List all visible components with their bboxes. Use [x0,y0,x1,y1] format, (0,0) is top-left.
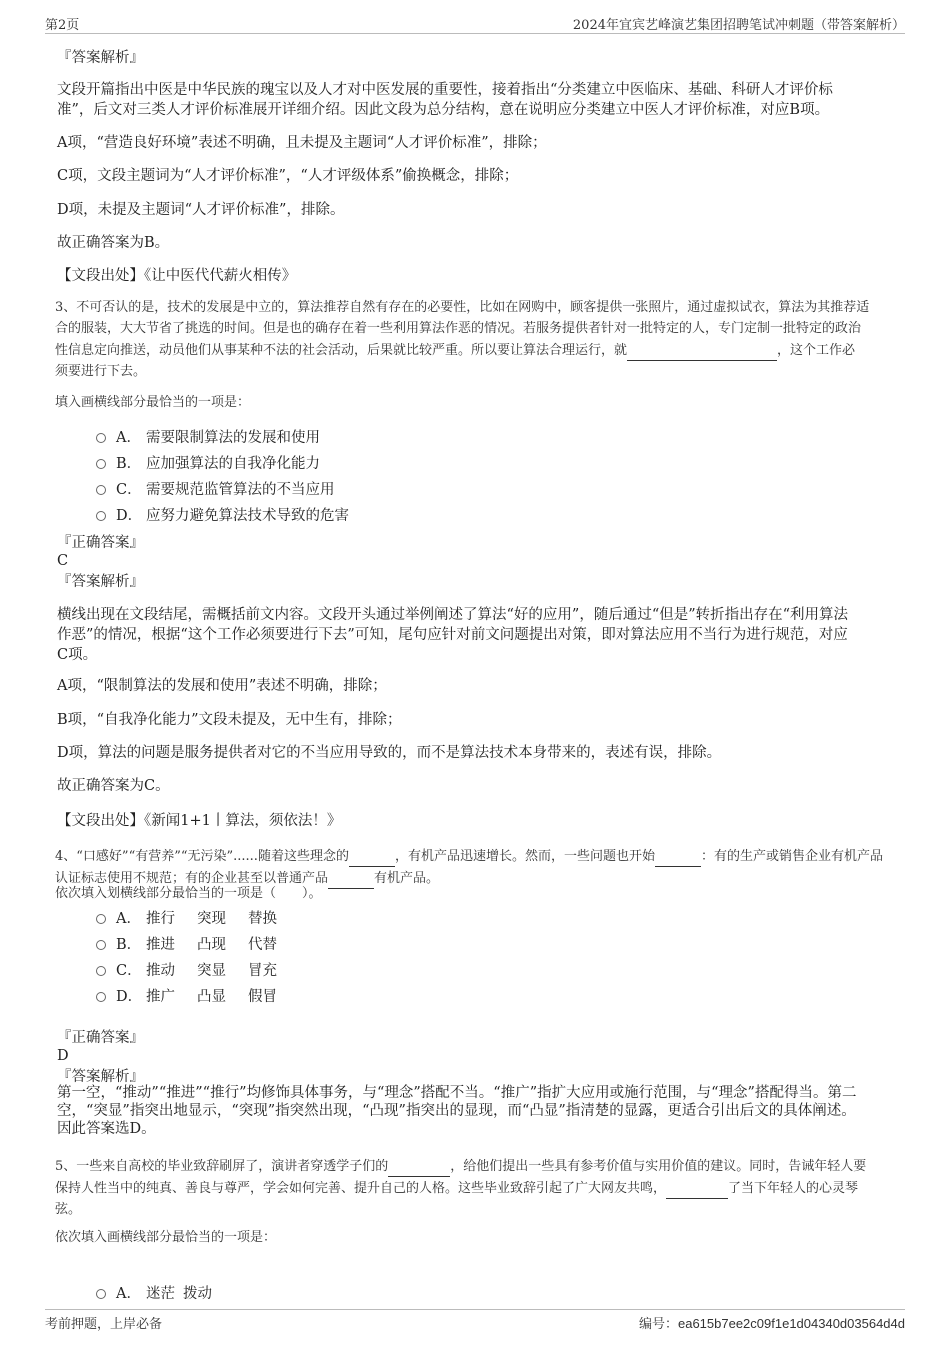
option-text: 应加强算法的自我净化能力 [146,455,320,472]
option-letter: C． [116,962,142,979]
option-letter: B． [116,455,142,472]
option-word: 突现 [197,910,226,927]
option-word: 替换 [248,910,277,927]
option-word: 冒充 [248,962,277,979]
option-letter: D． [116,988,143,1005]
radio-icon[interactable] [96,992,106,1002]
q4-blank-2 [655,845,701,867]
q3-option-d[interactable] [96,504,349,524]
q5-stem-line: 弦。 [55,1202,82,1217]
option-letter: C． [116,481,142,498]
radio-icon[interactable] [96,1289,106,1299]
q3-prompt: 填入画横线部分最恰当的一项是： [55,395,251,410]
q3-source: 【文段出处】《新闻1+1丨算法，须依法！》 [57,813,342,829]
q3-option-a-analysis: A项，“限制算法的发展和使用”表述不明确，排除； [57,678,387,694]
option-word: 凸现 [197,936,226,953]
q3-option-c[interactable] [96,478,335,498]
q5-stem-text: 5、一些来自高校的毕业致辞刷屏了，演讲者穿透学子们的 [55,1159,389,1174]
q3-stem-text: 性信息定向推送，动员他们从事某种不法的社会活动，后果就比较严重。所以要让算法合理运行，就 [55,343,628,358]
option-text: 需要规范监管算法的不当应用 [146,481,335,498]
radio-icon[interactable] [96,459,106,469]
footer-code [639,1313,905,1332]
q2-conclusion: 故正确答案为B。 [57,235,170,251]
q4-stem-text: 认证标志使用不规范；有的企业甚至以普通产品 [55,871,329,886]
q5-stem-text: 保持人性当中的纯真、善良与尊严，学会如何完善、提升自己的人格。这些毕业致辞引起了广大网友共鸣， [55,1181,667,1196]
radio-icon[interactable] [96,511,106,521]
q4-analysis-line: 第一空，“推动”“推进”“推行”均修饰具体事务，与“理念”搭配不当。“推广”指扩大应用或施行范围，与“理念”搭配得当。第二 [57,1085,857,1101]
option-letter: B． [116,936,142,953]
q3-option-b[interactable] [96,452,320,472]
q3-option-b-analysis: B项，“自我净化能力”文段未提及，无中生有，排除； [57,712,402,728]
radio-icon[interactable] [96,940,106,950]
q4-answer: D [57,1048,69,1064]
q4-prompt: 依次填入划横线部分最恰当的一项是（ ）。 [55,886,322,901]
footer-divider [45,1309,905,1310]
q5-stem-line [55,1177,900,1199]
footer-code-label: 编号： [638,1317,678,1332]
option-word: 推广 [146,988,175,1005]
footer-slogan: 考前押题，上岸必备 [45,1317,163,1332]
q5-stem-line [55,1155,900,1177]
q4-analysis [57,1084,897,1138]
option-word: 假冒 [248,988,277,1005]
option-word: 推进 [146,936,175,953]
q3-analysis [57,605,897,665]
q4-option-b[interactable] [96,933,277,953]
q3-stem-line: 须要进行下去。 [55,364,147,379]
q3-analysis-label: 『答案解析』 [57,574,144,590]
page-number: 第2页 [45,18,80,33]
radio-icon[interactable] [96,914,106,924]
q2-option-d-analysis: D项，未提及主题词“人才评价标准”，排除。 [57,202,345,218]
q4-stem-text: 有机产品。 [374,871,440,886]
q2-source: 【文段出处】《让中医代代薪火相传》 [57,268,297,284]
q4-answer-label: 『正确答案』 [57,1030,144,1046]
q3-stem-line: 3、不可否认的是，技术的发展是中立的，算法推荐自然有存在的必要性，比如在网购中，顾客提供一张照片，通过虚拟试衣，算法为其推荐适 [55,300,870,315]
q2-analysis [57,80,897,120]
q3-analysis-line: C项。 [57,647,98,663]
option-letter: A． [116,429,141,446]
option-text: 需要限制算法的发展和使用 [146,429,320,446]
q2-option-a-analysis: A项，“营造良好环境”表述不明确，且未提及主题词“人才评价标准”，排除； [57,135,547,151]
radio-icon[interactable] [96,485,106,495]
q4-option-c[interactable] [96,959,277,979]
option-letter: A． [116,910,141,927]
q4-blank-3 [328,867,374,889]
q5-prompt: 依次填入画横线部分最恰当的一项是： [55,1230,277,1245]
header-divider [45,33,905,34]
option-word: 突显 [197,962,226,979]
option-word: 凸显 [197,988,226,1005]
option-text: 应努力避免算法技术导致的危害 [146,507,349,524]
q5-blank-2 [666,1177,728,1199]
q3-stem-line-with-blank [55,339,900,361]
option-word: 推动 [146,962,175,979]
option-word: 拨动 [183,1285,212,1302]
q4-analysis-line: 空，“突显”指突出地显示，“突现”指突然出现，“凸现”指突出的显现，而“凸显”指清楚的显露，更适合引出后文的具体阐述。 [57,1103,856,1119]
q4-option-d[interactable] [96,985,277,1005]
option-word: 代替 [248,936,277,953]
q4-stem-text: ，有机产品迅速增长。然而，一些问题也开始 [394,849,655,864]
q2-analysis-line: 准”，后文对三类人才评价标准展开详细介绍。因此文段为总分结构，意在说明应分类建立中医人才评价标准，对应B项。 [57,102,830,118]
footer-code-value: ea615b7ee2c09f1e1d04340d03564d4d [677,1316,905,1331]
document-title: 2024年宜宾艺峰演艺集团招聘笔试冲刺题（带答案解析） [572,18,905,33]
q4-stem-text: 4、“口感好”“有营养”“无污染”......随着这些理念的 [55,849,349,864]
q4-analysis-line: 因此答案选D。 [57,1121,156,1137]
option-word: 推行 [146,910,175,927]
option-letter: D． [116,507,143,524]
q5-option-a[interactable] [96,1282,212,1302]
q3-analysis-line: 作恶”的情况，根据“这个工作必须要进行下去”可知，尾句应针对前文问题提出对策，即对算法应用不当行为进行规范，对应 [57,627,848,643]
q3-answer: C [57,553,69,569]
q5-stem-text: ，给他们提出一些具有参考价值与实用价值的建议。同时，告诫年轻人要 [450,1159,867,1174]
q3-option-d-analysis: D项，算法的问题是服务提供者对它的不当应用导致的，而不是算法技术本身带来的，表述有误，排除。 [57,745,722,761]
option-word: 迷茫 [146,1285,175,1302]
radio-icon[interactable] [96,966,106,976]
q4-stem-text: ：有的生产或销售企业有机产品 [700,849,883,864]
q2-analysis-line: 文段开篇指出中医是中华民族的瑰宝以及人才对中医发展的重要性，接着指出“分类建立中医临床、基础、科研人才评价标 [57,82,833,98]
q3-answer-label: 『正确答案』 [57,535,144,551]
q3-conclusion: 故正确答案为C。 [57,778,170,794]
q4-option-a[interactable] [96,907,277,927]
q5-stem-text: 了当下年轻人的心灵琴 [728,1181,859,1196]
q4-analysis-label: 『答案解析』 [57,1069,144,1085]
q3-option-a[interactable] [96,426,320,446]
q4-stem-line [55,845,900,867]
q3-stem-text: ，这个工作必 [777,343,856,358]
q5-stem [55,1155,900,1220]
q2-analysis-label: 『答案解析』 [57,50,144,66]
q3-stem-line: 合的服装，大大节省了挑选的时间。但是也的确存在着一些利用算法作恶的情况。若服务提供者针对一批特定的人，专门定制一批特定的政治 [55,321,862,336]
q2-option-c-analysis: C项，文段主题词为“人才评价标准”，“人才评级体系”偷换概念，排除； [57,168,519,184]
option-letter: A． [116,1285,141,1302]
radio-icon[interactable] [96,433,106,443]
q3-blank [627,339,777,361]
q5-blank-1 [388,1155,450,1177]
q4-blank-1 [349,845,395,867]
q3-stem [55,297,900,382]
q3-analysis-line: 横线出现在文段结尾，需概括前文内容。文段开头通过举例阐述了算法“好的应用”，随后通过“但是”转折指出存在“利用算法 [57,607,849,623]
